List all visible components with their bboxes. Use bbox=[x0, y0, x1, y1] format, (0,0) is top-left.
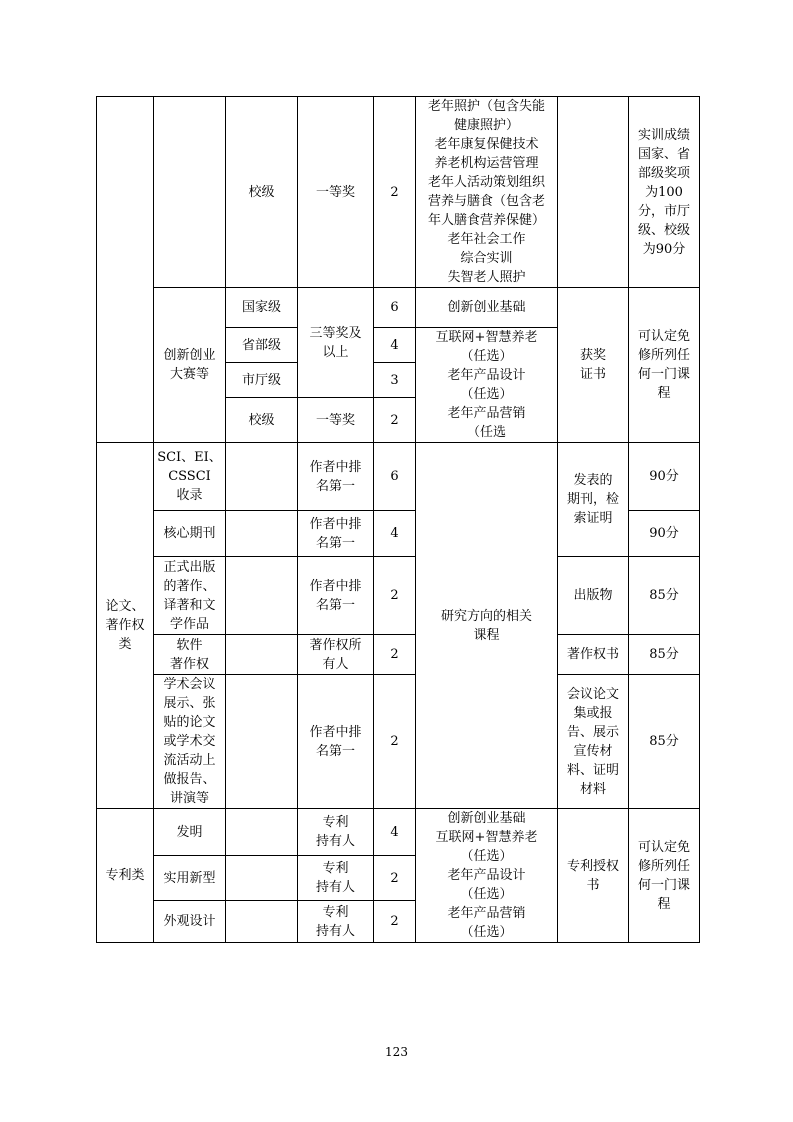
award-cell: 一等奖 bbox=[298, 97, 374, 288]
requirement-cell: 专利 持有人 bbox=[298, 809, 374, 856]
evidence-cell: 获奖 证书 bbox=[558, 288, 629, 443]
table-row bbox=[97, 443, 700, 511]
courses-cell: 互联网+智慧养老 （任选） 老年产品设计 （任选） 老年产品营销 （任选 bbox=[416, 328, 558, 443]
item-cell: 发明 bbox=[154, 809, 226, 856]
requirement-cell: 著作权所 有人 bbox=[298, 635, 374, 675]
credits-cell: 2 bbox=[374, 557, 416, 635]
credits-cell: 2 bbox=[374, 97, 416, 288]
item-cell: 核心期刊 bbox=[154, 511, 226, 557]
blank-cell bbox=[226, 443, 298, 511]
blank-cell bbox=[226, 809, 298, 856]
category-cell: 创新创业 大赛等 bbox=[154, 288, 226, 443]
item-cell: 学术会议 展示、张 贴的论文 或学术交 流活动上 做报告、 讲演等 bbox=[154, 675, 226, 809]
table-row bbox=[97, 809, 700, 856]
level-cell: 校级 bbox=[226, 398, 298, 443]
credits-cell: 6 bbox=[374, 443, 416, 511]
table-row bbox=[97, 557, 700, 635]
blank-cell bbox=[226, 557, 298, 635]
courses-cell: 创新创业基础 bbox=[416, 288, 558, 328]
credits-cell: 4 bbox=[374, 328, 416, 363]
requirement-cell: 作者中排 名第一 bbox=[298, 557, 374, 635]
item-cell: 软件 著作权 bbox=[154, 635, 226, 675]
level-cell: 省部级 bbox=[226, 328, 298, 363]
category-cell-empty bbox=[154, 97, 226, 288]
category-cell: 论文、 著作权 类 bbox=[97, 443, 154, 809]
courses-cell: 创新创业基础 互联网+智慧养老 （任选） 老年产品设计 （任选） 老年产品营销 （任选） bbox=[416, 809, 558, 943]
level-cell: 校级 bbox=[226, 97, 298, 288]
courses-cell: 老年照护（包含失能 健康照护） 老年康复保健技术 养老机构运营管理 老年人活动策划组织 营养与膳食（包含老 年人膳食营养保健） 老年社会工作 综合实训 失智老人照护 bbox=[416, 97, 558, 288]
award-cell: 一等奖 bbox=[298, 398, 374, 443]
requirement-cell: 作者中排 名第一 bbox=[298, 443, 374, 511]
blank-cell bbox=[226, 635, 298, 675]
requirement-cell: 专利 持有人 bbox=[298, 856, 374, 901]
item-cell: 外观设计 bbox=[154, 901, 226, 943]
blank-cell bbox=[226, 856, 298, 901]
item-cell: 实用新型 bbox=[154, 856, 226, 901]
award-cell: 三等奖及 以上 bbox=[298, 288, 374, 398]
category-cell: 专利类 bbox=[97, 809, 154, 943]
standard-cell: 可认定免 修所列任 何一门课 程 bbox=[629, 809, 700, 943]
score-cell: 90分 bbox=[629, 443, 700, 511]
table-row bbox=[97, 675, 700, 809]
category-cell-continued bbox=[97, 97, 154, 443]
credits-cell: 3 bbox=[374, 363, 416, 398]
credit-table bbox=[96, 96, 700, 943]
table-row bbox=[97, 97, 700, 288]
blank-cell bbox=[226, 511, 298, 557]
credits-cell: 6 bbox=[374, 288, 416, 328]
credits-cell: 4 bbox=[374, 809, 416, 856]
evidence-cell: 专利授权 书 bbox=[558, 809, 629, 943]
item-cell: SCI、EI、 CSSCI 收录 bbox=[154, 443, 226, 511]
blank-cell bbox=[226, 901, 298, 943]
evidence-cell: 发表的 期刊，检 索证明 bbox=[558, 443, 629, 557]
page-number: 123 bbox=[385, 1045, 408, 1059]
item-cell: 正式出版 的著作、 译著和文 学作品 bbox=[154, 557, 226, 635]
requirement-cell: 专利 持有人 bbox=[298, 901, 374, 943]
credits-cell: 2 bbox=[374, 901, 416, 943]
standard-cell: 实训成绩 国家、省 部级奖项 为100 分，市厅 级、校级 为90分 bbox=[629, 97, 700, 288]
evidence-cell-empty bbox=[558, 97, 629, 288]
credits-cell: 2 bbox=[374, 398, 416, 443]
requirement-cell: 作者中排 名第一 bbox=[298, 675, 374, 809]
credits-cell: 4 bbox=[374, 511, 416, 557]
courses-cell: 研究方向的相关 课程 bbox=[416, 443, 558, 809]
score-cell: 85分 bbox=[629, 557, 700, 635]
evidence-cell: 著作权书 bbox=[558, 635, 629, 675]
score-cell: 90分 bbox=[629, 511, 700, 557]
blank-cell bbox=[226, 675, 298, 809]
evidence-cell: 出版物 bbox=[558, 557, 629, 635]
table-row bbox=[97, 635, 700, 675]
level-cell: 市厅级 bbox=[226, 363, 298, 398]
credits-cell: 2 bbox=[374, 856, 416, 901]
level-cell: 国家级 bbox=[226, 288, 298, 328]
requirement-cell: 作者中排 名第一 bbox=[298, 511, 374, 557]
score-cell: 85分 bbox=[629, 635, 700, 675]
credits-cell: 2 bbox=[374, 675, 416, 809]
score-cell: 85分 bbox=[629, 675, 700, 809]
evidence-cell: 会议论文 集或报 告、展示 宣传材 料、证明 材料 bbox=[558, 675, 629, 809]
credits-cell: 2 bbox=[374, 635, 416, 675]
table-row bbox=[97, 288, 700, 328]
standard-cell: 可认定免 修所列任 何一门课 程 bbox=[629, 288, 700, 443]
